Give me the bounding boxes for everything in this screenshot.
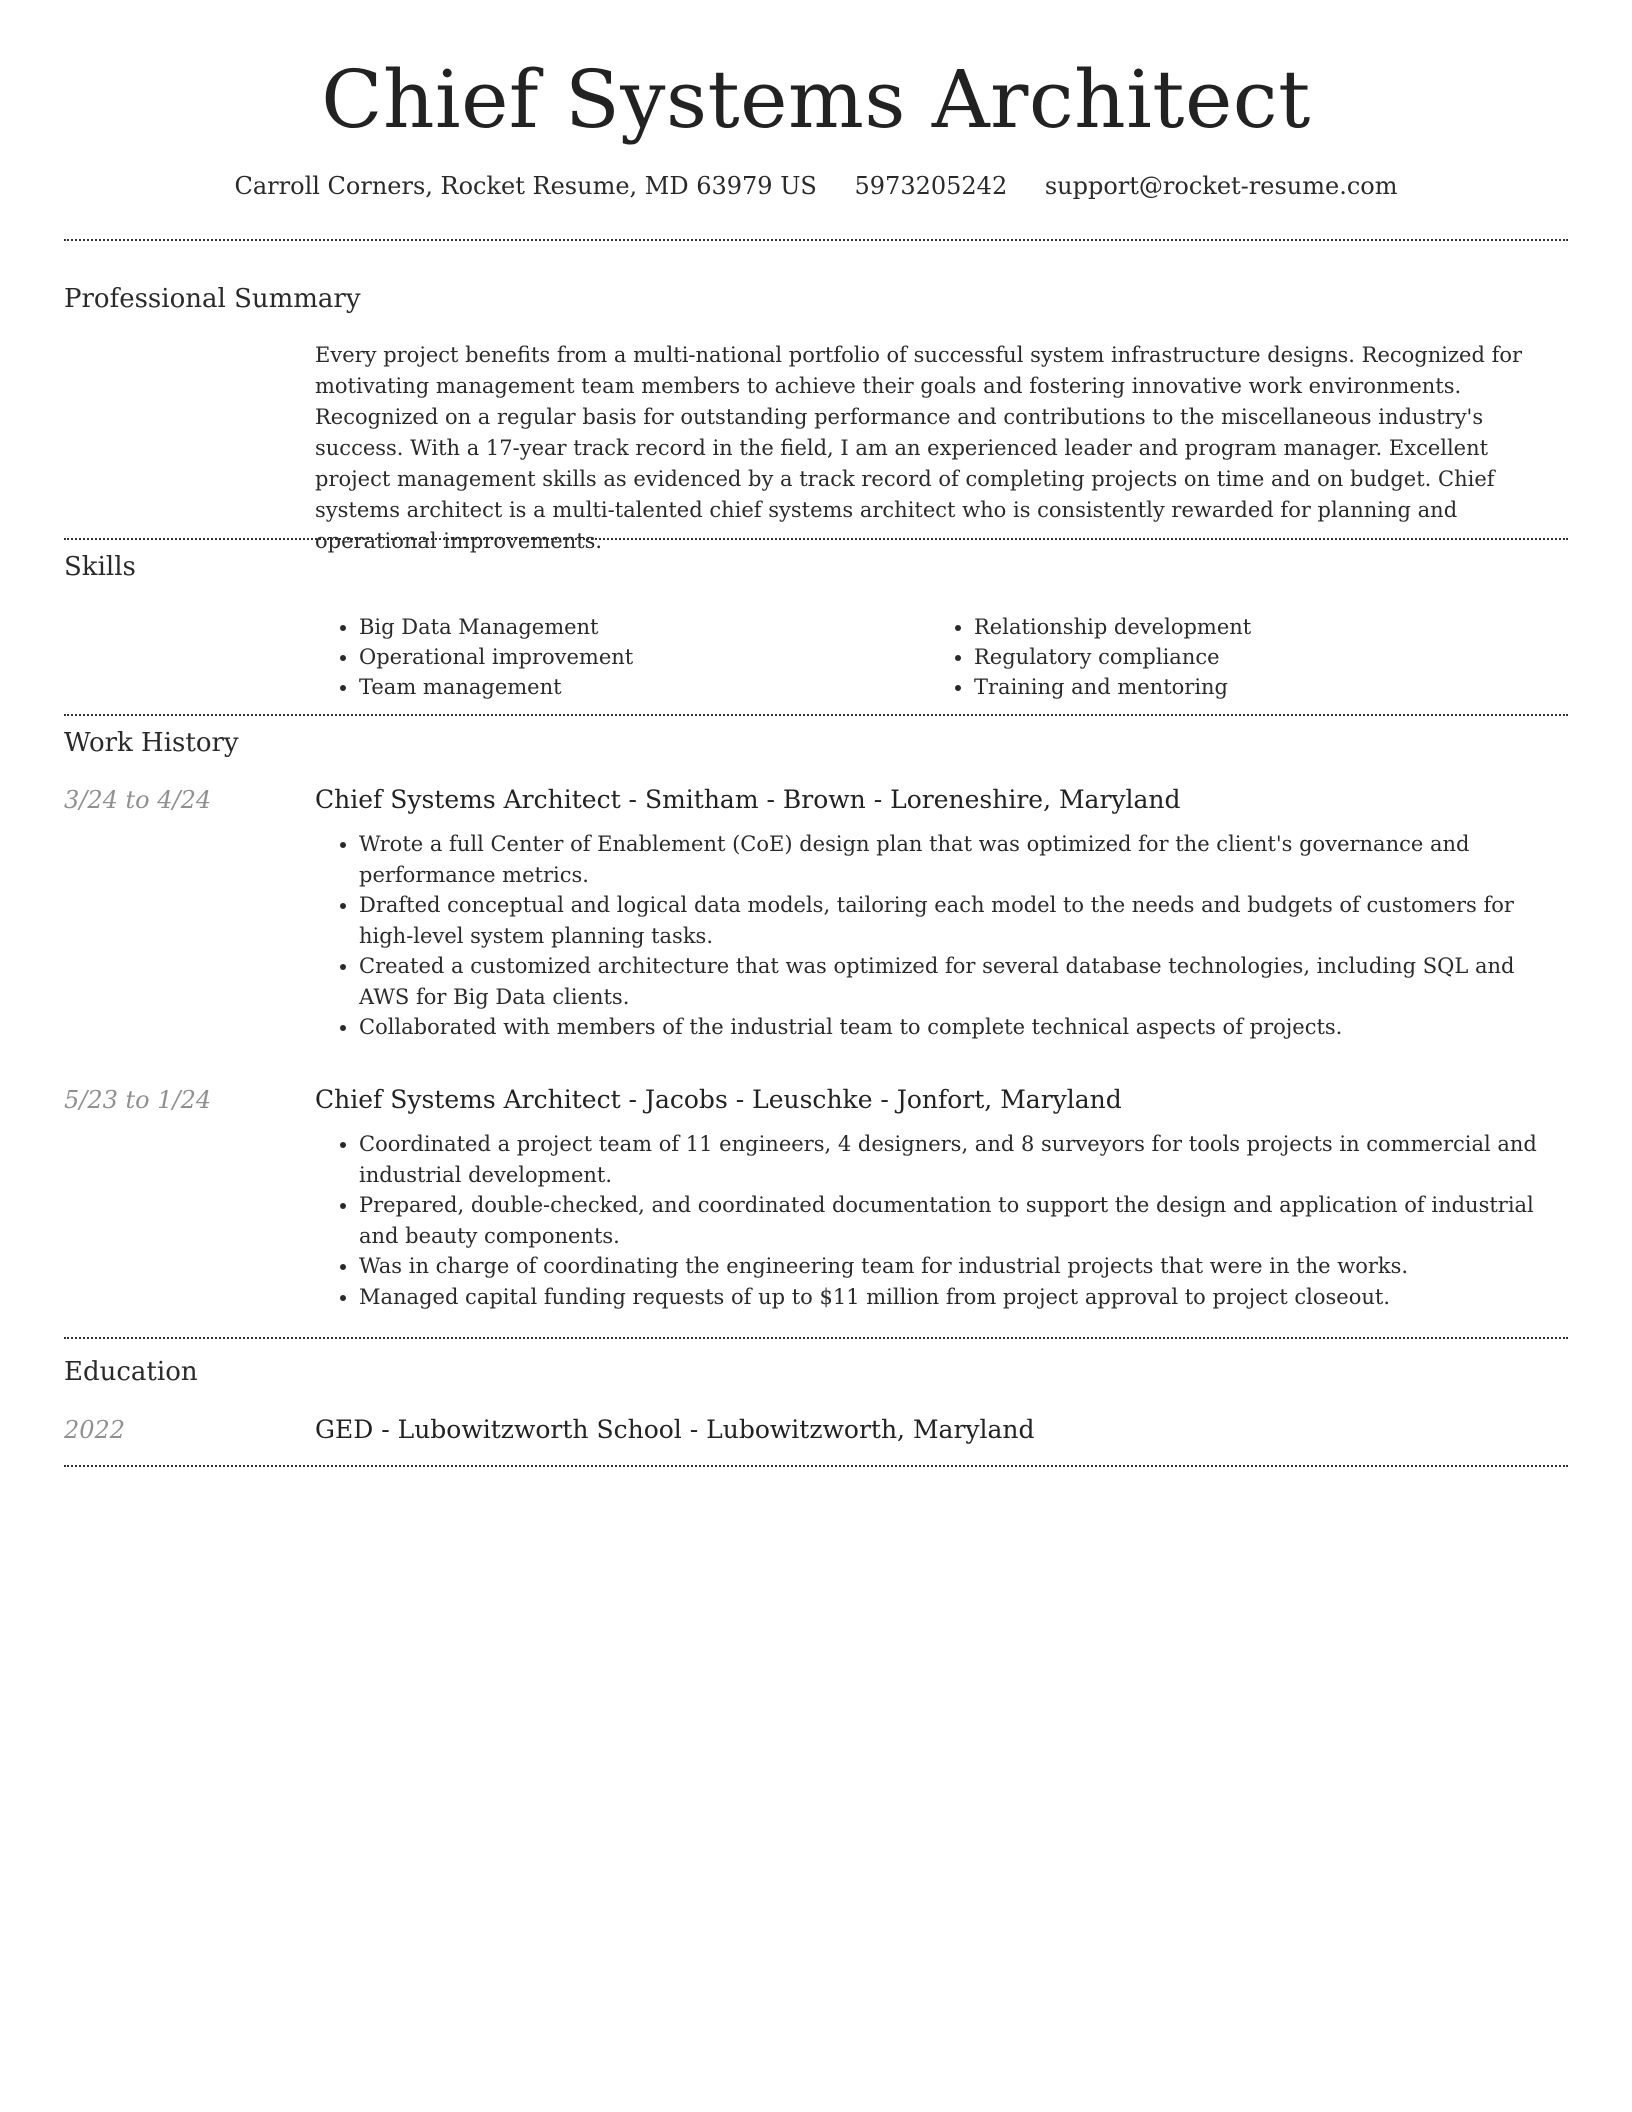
job-bullet: • Was in charge of coordinating the engineering team for industrial projects that were in the works. <box>359 1251 1569 1282</box>
summary-text: Every project benefits from a multi-national portfolio of successful system infrastructure designs. Recognized for motivating management team members to achieve their goals and fostering innovative work environments. Recognized on a regular basis for outstanding performance and contributions to the miscellaneous industry's success. With a 17-year track record in the field, I am an experienced leader and program manager. Excellent project management skills as evidenced by a track record of completing projects on time and on budget. Chief systems architect is a multi-talented chief systems architect who is consistently rewarded for planning and operational improvements. <box>315 343 1523 553</box>
job-bullet: • Prepared, double-checked, and coordinated documentation to support the design and application of industrial and beauty components. <box>359 1190 1569 1251</box>
skill-item: • Team management <box>359 672 930 702</box>
skills-column-right <box>930 612 1564 702</box>
resume-header <box>0 0 1632 202</box>
job-date: 3/24 to 4/24 <box>64 786 212 814</box>
job-date: 5/23 to 1/24 <box>64 1086 212 1114</box>
skills-list <box>315 612 1569 702</box>
job-bullet: • Created a customized architecture that was optimized for several database technologies, including SQL and AWS for Big Data clients. <box>359 951 1569 1012</box>
job-bullet: • Managed capital funding requests of up to $11 million from project approval to project closeout. <box>359 1282 1569 1313</box>
job-bullet: • Collaborated with members of the industrial team to complete technical aspects of projects. <box>359 1012 1569 1043</box>
skills-column-left <box>315 612 930 702</box>
section-divider <box>64 239 1568 241</box>
skill-item: • Regulatory compliance <box>974 642 1564 672</box>
education-date: 2022 <box>64 1416 126 1444</box>
skills-heading: Skills <box>64 552 136 582</box>
section-divider <box>64 1465 1568 1467</box>
job-bullet: • Wrote a full Center of Enablement (CoE) design plan that was optimized for the client's governance and performance metrics. <box>359 829 1569 890</box>
job-title: Chief Systems Architect - Smitham - Brown - Loreneshire, Maryland <box>315 785 1181 814</box>
work-history-heading: Work History <box>64 728 239 758</box>
contact-line <box>0 170 1632 202</box>
job-bullets <box>315 829 1569 1043</box>
section-divider <box>64 714 1568 716</box>
summary-heading: Professional Summary <box>64 284 361 314</box>
section-divider <box>64 538 1568 540</box>
job-bullets <box>315 1129 1569 1312</box>
candidate-name: Chief Systems Architect <box>321 53 1311 146</box>
contact-email: support@rocket-resume.com <box>1044 172 1398 200</box>
job-bullet: • Drafted conceptual and logical data models, tailoring each model to the needs and budgets of customers for high-level system planning tasks. <box>359 890 1569 951</box>
skill-item: • Relationship development <box>974 612 1564 642</box>
skill-item: • Big Data Management <box>359 612 930 642</box>
skill-item: • Training and mentoring <box>974 672 1564 702</box>
job-bullet: • Coordinated a project team of 11 engineers, 4 designers, and 8 surveyors for tools projects in commercial and industrial development. <box>359 1129 1569 1190</box>
section-divider <box>64 1337 1568 1339</box>
education-title: GED - Lubowitzworth School - Lubowitzworth, Maryland <box>315 1415 1035 1444</box>
job-title: Chief Systems Architect - Jacobs - Leuschke - Jonfort, Maryland <box>315 1085 1122 1114</box>
education-heading: Education <box>64 1357 198 1387</box>
contact-address: Carroll Corners, Rocket Resume, MD 63979 US <box>234 172 817 200</box>
contact-phone: 5973205242 <box>854 172 1008 200</box>
skill-item: • Operational improvement <box>359 642 930 672</box>
